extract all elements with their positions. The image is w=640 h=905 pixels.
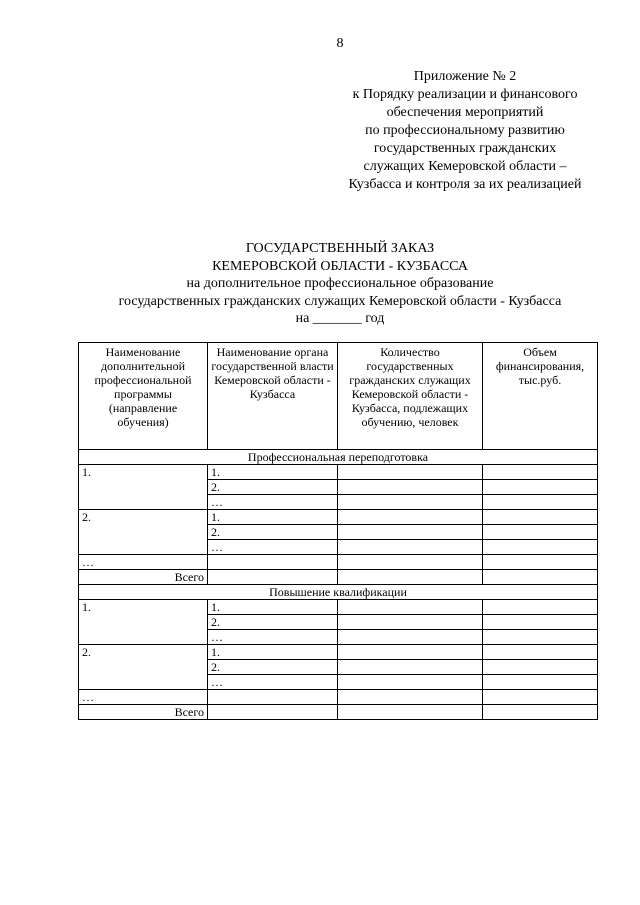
funding-cell [483,690,598,705]
year-line: на _______ год [295,311,385,326]
total-label: Всего [79,570,208,585]
authority-cell: 1. [208,465,338,480]
program-cell: 2. [79,510,208,555]
program-cell: 2. [79,645,208,690]
count-cell [338,465,483,480]
table-row [79,690,598,705]
count-cell [338,675,483,690]
count-cell [338,630,483,645]
header-employees-count: Количество государственных гражданских служащих Кемеровской области - Кузбасса, подлежащих обучению, человек [338,343,483,450]
appendix-line: Кузбасса и контроля за их реализацией [348,177,582,192]
funding-cell [483,570,598,585]
header-authority: Наименование органа государственной власти Кемеровской области - Кузбасса [208,343,338,450]
count-cell [338,690,483,705]
appendix-line: к Порядку реализации и финансового [352,87,578,102]
funding-cell [483,540,598,555]
appendix-line: Приложение № 2 [413,69,517,84]
funding-cell [483,465,598,480]
section-title: Профессиональная переподготовка [79,450,598,465]
funding-cell [483,510,598,525]
count-cell [338,555,483,570]
table-row [79,510,598,525]
section-title: Повышение квалификации [79,585,598,600]
header-row [79,343,598,450]
subtitle-line: на дополнительное профессиональное образование [186,276,494,291]
program-cell: … [79,555,208,570]
authority-cell: 2. [208,480,338,495]
appendix-line: служащих Кемеровской области – [363,159,567,174]
authority-cell: … [208,495,338,510]
funding-cell [483,600,598,615]
total-row [79,705,598,720]
appendix-line: обеспечения мероприятий [386,105,544,120]
count-cell [338,705,483,720]
authority-cell: … [208,540,338,555]
count-cell [338,480,483,495]
table-row [79,645,598,660]
authority-cell: 2. [208,615,338,630]
authority-cell: 1. [208,600,338,615]
authority-cell: … [208,630,338,645]
funding-cell [483,645,598,660]
authority-cell [208,570,338,585]
authority-cell: 1. [208,510,338,525]
title-line: ГОСУДАРСТВЕННЫЙ ЗАКАЗ [245,241,435,256]
total-label: Всего [79,705,208,720]
funding-cell [483,555,598,570]
count-cell [338,615,483,630]
count-cell [338,600,483,615]
state-order-table [78,342,598,720]
authority-cell: 2. [208,525,338,540]
funding-cell [483,480,598,495]
funding-cell [483,705,598,720]
funding-cell [483,630,598,645]
section-row [79,585,598,600]
authority-cell [208,690,338,705]
program-cell: 1. [79,600,208,645]
count-cell [338,495,483,510]
appendix-line: по профессиональному развитию [365,123,565,138]
program-cell: … [79,690,208,705]
count-cell [338,570,483,585]
count-cell [338,645,483,660]
count-cell [338,540,483,555]
authority-cell: 2. [208,660,338,675]
appendix-line: государственных гражданских [373,141,557,156]
funding-cell [483,615,598,630]
authority-cell [208,705,338,720]
authority-cell: … [208,675,338,690]
header-program: Наименование дополнительной профессиональной программы (направление обучения) [79,343,208,450]
section-row [79,450,598,465]
funding-cell [483,495,598,510]
authority-cell: 1. [208,645,338,660]
subtitle-line: государственных гражданских служащих Кемеровской области - Кузбасса [118,293,562,309]
funding-cell [483,660,598,675]
document-title [0,240,640,328]
appendix-note [330,68,600,194]
table-row [79,600,598,615]
table-row [79,555,598,570]
page-number: 8 [336,36,344,51]
table-row [79,465,598,480]
funding-cell [483,525,598,540]
title-line: КЕМЕРОВСКОЙ ОБЛАСТИ - КУЗБАССА [212,258,468,274]
total-row [79,570,598,585]
count-cell [338,510,483,525]
header-funding: Объем финансирования, тыс.руб. [483,343,598,450]
authority-cell [208,555,338,570]
count-cell [338,660,483,675]
funding-cell [483,675,598,690]
program-cell: 1. [79,465,208,510]
count-cell [338,525,483,540]
